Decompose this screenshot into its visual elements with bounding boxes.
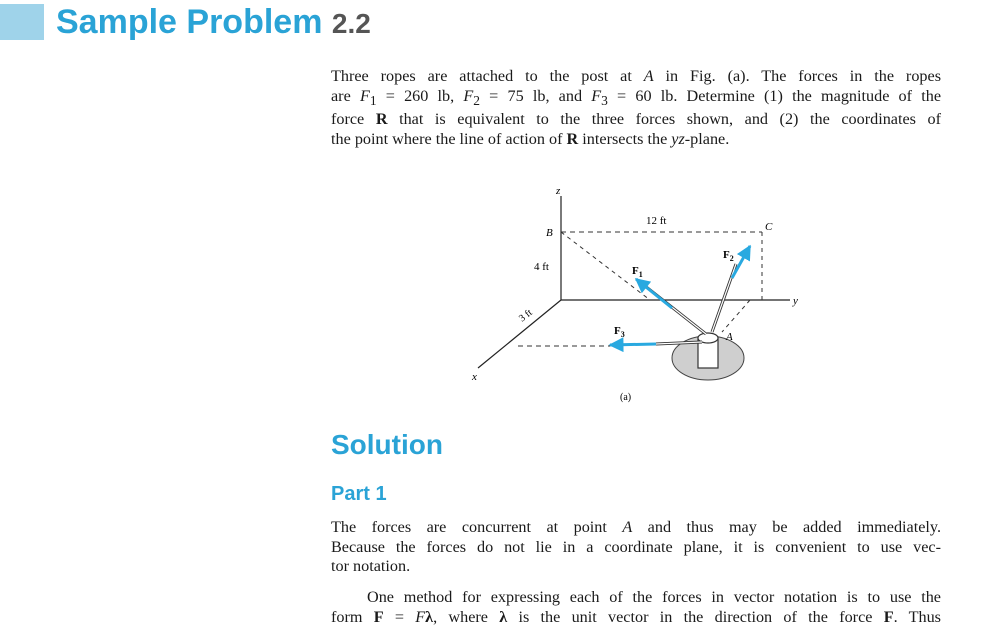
problem-line-3: force R that is equivalent to the three forces shown, and (2) the coordinates of [331,110,941,129]
problem-number: 2.2 [331,8,371,39]
sol-line-5: form F = Fλ, where λ is the unit vector in the direction of the force F. Thus [331,607,941,626]
part-heading: Part 1 [331,483,387,505]
rope-F2-inner [712,264,736,332]
solution-paragraph-2 [331,588,941,627]
sol-line-4: One method for expressing each of the forces in vector notation is to use the [367,588,941,606]
sol-line-2: Because the forces do not lie in a coordinate plane, it is convenient to use vec- [331,537,941,556]
label-F1: $F_1$ [632,265,643,279]
label-y: y [793,295,798,307]
label-z: z [556,185,561,197]
arrow-F1 [636,279,672,308]
x-axis [478,300,561,368]
problem-statement [331,67,941,149]
label-C: C [765,221,773,233]
problem-line-1: Three ropes are attached to the post at A in Fig. (a). The forces in the ropes [331,67,941,85]
label-x: x [472,371,477,383]
solution-heading: Solution [331,429,443,460]
problem-line-4: the point where the line of action of R intersects the yz-plane. [331,129,730,148]
page-title [56,0,371,44]
label-12ft: 12 ft [646,215,667,227]
arrow-F3 [610,344,656,345]
solution-paragraph-1 [331,518,941,577]
label-3ft: 3 ft [517,307,535,325]
label-B: B [546,227,553,239]
label-4ft: 4 ft [534,261,549,273]
dashed-C-A [722,300,750,332]
sol-line-3: tor notation. [331,557,411,575]
problem-line-2: are $F_1 = 260$ lb, $F_2 = 75$ lb, and $F_3 = 60$ lb. Determine (1) the magnitude of the [331,86,941,108]
title-text: Sample Problem [56,3,323,41]
sol-line-1: The forces are concurrent at point A and thus may be added immediately. [331,518,941,536]
figure-caption: (a) [620,392,632,403]
arrow-F2 [732,246,750,278]
force-diagram [460,182,820,407]
label-F3: $F_3$ [614,325,625,339]
label-F2: $F_2$ [723,249,734,263]
title-accent-bar [0,4,44,40]
label-A: A [726,331,733,343]
